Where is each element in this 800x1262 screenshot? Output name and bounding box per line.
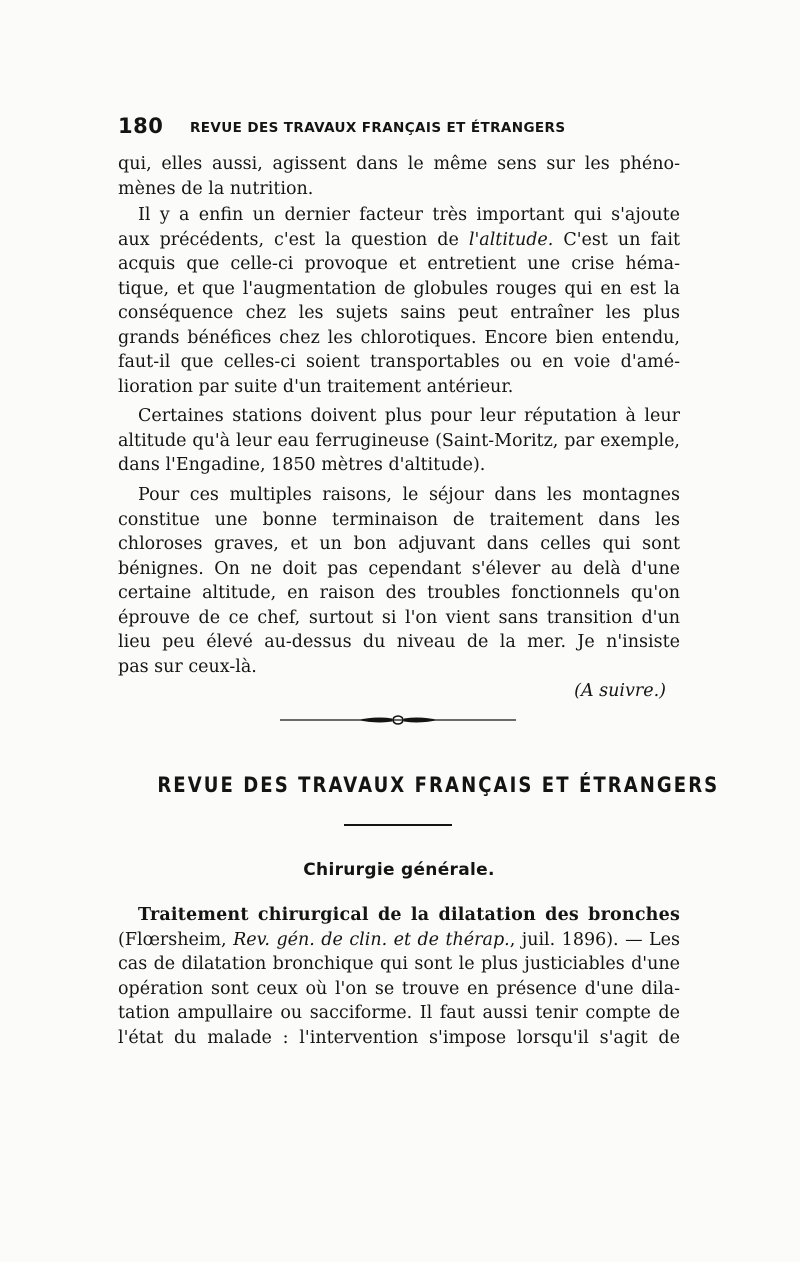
reference-author: (Flœrsheim, [118,929,234,950]
text-line: l'état du malade : l'intervention s'impose lorsqu'il s'agit de [118,1027,680,1048]
text-line: Il y a enfin un dernier facteur très important qui s'ajoute [138,205,680,225]
text-line: faut-il que celles-ci soient transportables ou en voie d'amé- [118,352,680,372]
text-line: chloroses graves, et un bon adjuvant dans celles qui sont [118,534,680,554]
text-line: pas sur ceux-là. [118,656,257,677]
text-line: certaine altitude, en raison des troubles fonctionnels qu'on [118,583,680,603]
running-title: REVUE DES TRAVAUX FRANÇAIS ET ÉTRANGERS [190,120,566,136]
text-line-with-italic [118,228,680,253]
paragraph-mountains [118,483,680,704]
text-line: conséquence chez les sujets sains peut entraîner les plus [118,303,680,323]
article-paragraph [118,903,680,1051]
text-line: Certaines stations doivent plus pour leur réputation à leur [138,406,680,426]
text-line: dans l'Engadine, 1850 mètres d'altitude). [118,455,486,475]
article-reference-line [118,928,680,953]
text-line: constitue une bonne terminaison de traitement dans les [118,509,680,530]
italic-term: l'altitude. [468,229,554,250]
text-line: Pour ces multiples raisons, le séjour dans les montagnes [138,485,680,505]
continuation-paragraph [118,152,680,201]
text-line: qui, elles aussi, agissent dans le même sens sur les phéno- [118,154,680,174]
text-line: éprouve de ce chef, surtout si l'on vient sans transition d'un [118,607,680,628]
page-number: 180 [118,114,164,138]
fleuron-divider-icon [280,712,516,728]
text-segment: aux précédents, c'est la question de [118,229,469,250]
text-line: mènes de la nutrition. [118,178,314,199]
text-line: acquis que celle-ci provoque et entretient une crise héma- [118,254,680,274]
text-line: altitude qu'à leur eau ferrugineuse (Saint-Moritz, par exemple, [118,430,680,451]
text-line: lioration par suite d'un traitement antérieur. [118,376,514,397]
paragraph-altitude [118,203,680,399]
subheading: Chirurgie générale. [303,860,495,880]
article-title: Traitement chirurgical de la dilatation des bronches [138,905,680,925]
reference-journal: Rev. gén. de clin. et de thérap. [233,929,510,950]
text-line: tation ampullaire ou sacciforme. Il faut aussi tenir compte de [118,1003,680,1024]
text-line: lieu peu élevé au-dessus du niveau de la mer. Je n'insiste [118,632,680,652]
running-head [118,114,680,144]
text-line: cas de dilatation bronchique qui sont le plus justiciables d'une [118,954,680,975]
text-line: opération sont ceux où l'on se trouve en présence d'une dila- [118,978,680,999]
section-title: REVUE DES TRAVAUX FRANÇAIS ET ÉTRANGERS [157,773,720,797]
text-segment: C'est un fait [553,229,680,250]
text-line: grands bénéfices chez les chlorotiques. Encore bien entendu, [118,327,680,348]
paragraph-stations [118,404,680,478]
reference-date: , juil. 1896). — Les [509,929,680,950]
to-be-continued-text: (A suivre.) [574,681,666,701]
text-line: bénignes. On ne doit pas cependant s'élever au delà d'une [118,558,680,579]
section-rule [344,824,452,826]
text-line: tique, et que l'augmentation de globules rouges qui en est la [118,278,680,299]
to-be-continued [118,679,680,704]
article-title-line [118,903,680,928]
